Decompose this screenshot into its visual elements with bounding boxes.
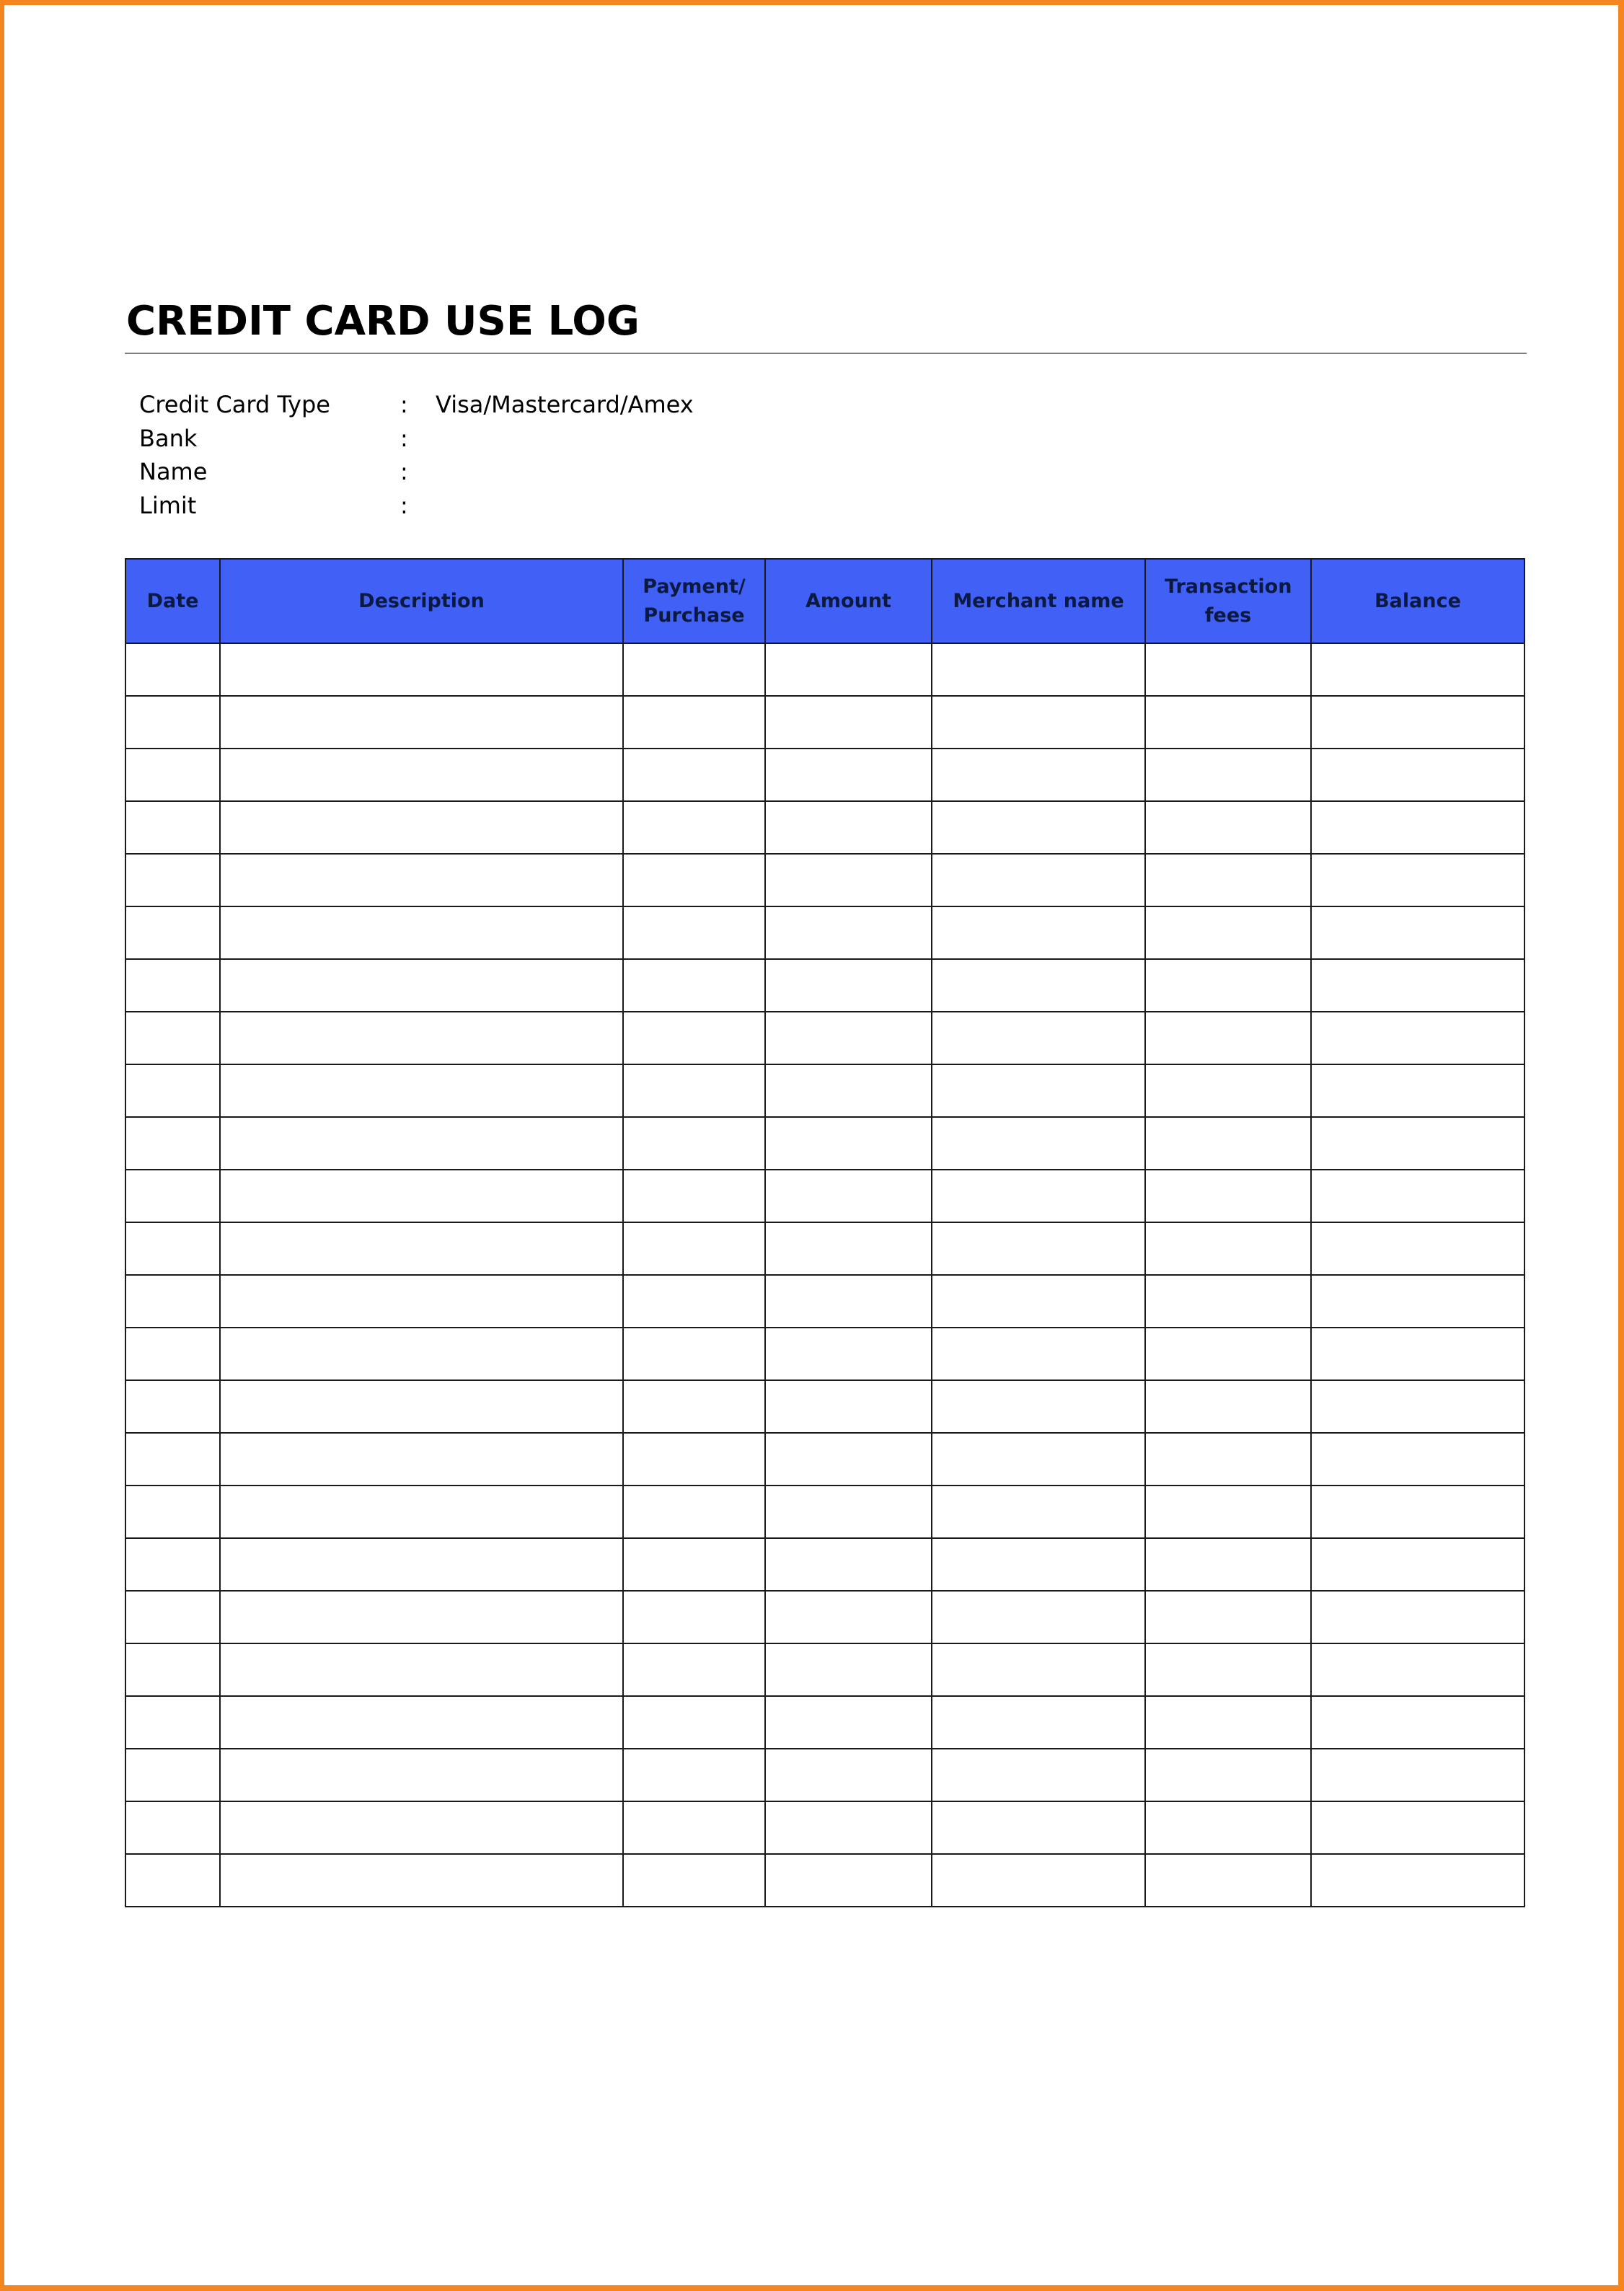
table-cell[interactable]	[1145, 1591, 1311, 1643]
info-row-bank	[139, 422, 788, 456]
table-cell[interactable]	[1145, 1538, 1311, 1591]
table-cell[interactable]	[623, 1275, 765, 1328]
table-cell[interactable]	[623, 1170, 765, 1222]
table-cell[interactable]	[1311, 1275, 1524, 1328]
table-cell[interactable]	[765, 1643, 932, 1696]
table-cell[interactable]	[1145, 1696, 1311, 1749]
table-cell[interactable]	[125, 749, 220, 801]
table-row	[125, 1012, 1524, 1064]
table-row	[125, 1643, 1524, 1696]
table-cell[interactable]	[1311, 749, 1524, 801]
column-header-merchant-name: Merchant name	[932, 559, 1145, 643]
table-cell[interactable]	[765, 959, 932, 1012]
table-cell[interactable]	[1311, 854, 1524, 906]
table-cell[interactable]	[1145, 1801, 1311, 1854]
table-cell[interactable]	[1311, 1170, 1524, 1222]
table-cell[interactable]	[932, 1117, 1145, 1170]
table-header	[125, 559, 1524, 643]
table-cell[interactable]	[932, 1328, 1145, 1380]
table-cell[interactable]	[1145, 643, 1311, 696]
info-row-name	[139, 455, 788, 489]
table-cell[interactable]	[623, 959, 765, 1012]
table-cell[interactable]	[220, 801, 623, 854]
table-cell[interactable]	[125, 1328, 220, 1380]
table-row	[125, 1433, 1524, 1486]
table-cell[interactable]	[125, 1591, 220, 1643]
table-row	[125, 1222, 1524, 1275]
table-cell[interactable]	[765, 854, 932, 906]
table-cell[interactable]	[220, 906, 623, 959]
table-cell[interactable]	[765, 1486, 932, 1538]
table-cell[interactable]	[932, 1854, 1145, 1907]
table-cell[interactable]	[623, 1591, 765, 1643]
table-row	[125, 801, 1524, 854]
table-cell[interactable]	[220, 1643, 623, 1696]
table-cell[interactable]	[1145, 906, 1311, 959]
table-row	[125, 1591, 1524, 1643]
table-cell[interactable]	[623, 1433, 765, 1486]
table-cell[interactable]	[765, 1012, 932, 1064]
table-cell[interactable]	[1311, 1486, 1524, 1538]
table-cell[interactable]	[125, 1801, 220, 1854]
table-cell[interactable]	[1145, 1643, 1311, 1696]
table-cell[interactable]	[932, 906, 1145, 959]
table-cell[interactable]	[623, 696, 765, 749]
table-cell[interactable]	[1311, 1222, 1524, 1275]
table-cell[interactable]	[125, 1064, 220, 1117]
table-cell[interactable]	[765, 1538, 932, 1591]
table-cell[interactable]	[1145, 854, 1311, 906]
credit-card-log-table	[125, 558, 1525, 1907]
table-cell[interactable]	[125, 1538, 220, 1591]
column-header-balance: Balance	[1311, 559, 1524, 643]
table-cell[interactable]	[932, 1486, 1145, 1538]
column-header-transaction-fees: Transaction fees	[1145, 559, 1311, 643]
table-cell[interactable]	[623, 1538, 765, 1591]
table-cell[interactable]	[1145, 801, 1311, 854]
table-cell[interactable]	[1311, 1801, 1524, 1854]
table-cell[interactable]	[932, 1538, 1145, 1591]
table-cell[interactable]	[1311, 959, 1524, 1012]
info-colon: :	[400, 491, 408, 519]
table-cell[interactable]	[125, 643, 220, 696]
table-cell[interactable]	[125, 1117, 220, 1170]
table-cell[interactable]	[125, 801, 220, 854]
table-row	[125, 1538, 1524, 1591]
table-cell[interactable]	[125, 696, 220, 749]
table-row	[125, 643, 1524, 696]
column-header-description: Description	[220, 559, 623, 643]
info-label: Bank	[139, 424, 198, 452]
table-cell[interactable]	[220, 1222, 623, 1275]
table-row	[125, 749, 1524, 801]
table-cell[interactable]	[623, 1012, 765, 1064]
table-cell[interactable]	[220, 854, 623, 906]
table-cell[interactable]	[765, 1380, 932, 1433]
table-cell[interactable]	[1311, 1591, 1524, 1643]
table-cell[interactable]	[220, 1538, 623, 1591]
table-cell[interactable]	[623, 1117, 765, 1170]
table-cell[interactable]	[932, 1801, 1145, 1854]
table-cell[interactable]	[623, 1801, 765, 1854]
table-cell[interactable]	[125, 1749, 220, 1801]
table-row	[125, 1696, 1524, 1749]
info-row-limit	[139, 489, 788, 523]
info-colon: :	[400, 391, 408, 418]
table-cell[interactable]	[1145, 1170, 1311, 1222]
table-cell[interactable]	[1145, 1012, 1311, 1064]
table-cell[interactable]	[220, 643, 623, 696]
table-cell[interactable]	[1145, 1328, 1311, 1380]
table-cell[interactable]	[765, 1749, 932, 1801]
document-title: CREDIT CARD USE LOG	[126, 298, 640, 345]
info-label: Name	[139, 458, 208, 485]
table-cell[interactable]	[125, 1696, 220, 1749]
table-cell[interactable]	[623, 1696, 765, 1749]
table-row	[125, 1380, 1524, 1433]
info-value: Visa/Mastercard/Amex	[436, 391, 694, 418]
table-cell[interactable]	[932, 1170, 1145, 1222]
table-cell[interactable]	[125, 854, 220, 906]
info-colon: :	[400, 424, 408, 452]
table-cell[interactable]	[220, 1854, 623, 1907]
table-cell[interactable]	[1311, 1749, 1524, 1801]
table-cell[interactable]	[1145, 749, 1311, 801]
table-cell[interactable]	[1311, 1696, 1524, 1749]
table-cell[interactable]	[765, 1591, 932, 1643]
table-row	[125, 1749, 1524, 1801]
table-cell[interactable]	[1145, 1380, 1311, 1433]
info-colon: :	[400, 458, 408, 485]
table-cell[interactable]	[1311, 906, 1524, 959]
table-cell[interactable]	[125, 1380, 220, 1433]
table-cell[interactable]	[765, 1433, 932, 1486]
table-cell[interactable]	[765, 1801, 932, 1854]
table-cell[interactable]	[623, 801, 765, 854]
table-cell[interactable]	[220, 1433, 623, 1486]
table-cell[interactable]	[1311, 801, 1524, 854]
table-cell[interactable]	[1311, 1117, 1524, 1170]
table-cell[interactable]	[765, 1696, 932, 1749]
table-row	[125, 959, 1524, 1012]
table-cell[interactable]	[765, 906, 932, 959]
table-cell[interactable]	[765, 696, 932, 749]
table-cell[interactable]	[1145, 1749, 1311, 1801]
table-cell[interactable]	[220, 1696, 623, 1749]
table-cell[interactable]	[125, 959, 220, 1012]
table-cell[interactable]	[220, 1012, 623, 1064]
table-cell[interactable]	[125, 1486, 220, 1538]
table-cell[interactable]	[1311, 1433, 1524, 1486]
table-cell[interactable]	[623, 1328, 765, 1380]
table-cell[interactable]	[125, 1433, 220, 1486]
table-cell[interactable]	[220, 1591, 623, 1643]
table-cell[interactable]	[765, 643, 932, 696]
table-row	[125, 1328, 1524, 1380]
info-row-card-type	[139, 388, 788, 422]
table-row	[125, 906, 1524, 959]
table-cell[interactable]	[1145, 1486, 1311, 1538]
table-cell[interactable]	[1145, 1433, 1311, 1486]
table-cell[interactable]	[623, 1643, 765, 1696]
table-cell[interactable]	[125, 906, 220, 959]
table-cell[interactable]	[220, 1117, 623, 1170]
table-cell[interactable]	[220, 1328, 623, 1380]
table-body	[125, 643, 1524, 1907]
table-cell[interactable]	[220, 1275, 623, 1328]
table-cell[interactable]	[1145, 959, 1311, 1012]
table-cell[interactable]	[220, 1749, 623, 1801]
table-cell[interactable]	[1145, 1222, 1311, 1275]
table-cell[interactable]	[765, 1117, 932, 1170]
table-cell[interactable]	[220, 1801, 623, 1854]
table-cell[interactable]	[932, 801, 1145, 854]
table-row	[125, 1486, 1524, 1538]
card-info-block	[139, 388, 788, 522]
table-cell[interactable]	[220, 749, 623, 801]
table-row	[125, 1170, 1524, 1222]
table-row	[125, 854, 1524, 906]
table-cell[interactable]	[220, 1064, 623, 1117]
table-cell[interactable]	[1311, 1380, 1524, 1433]
column-header-payment-purchase: Payment/ Purchase	[623, 559, 765, 643]
table-cell[interactable]	[125, 1275, 220, 1328]
table-cell[interactable]	[932, 1222, 1145, 1275]
table-cell[interactable]	[623, 1222, 765, 1275]
table-cell[interactable]	[220, 696, 623, 749]
table-cell[interactable]	[932, 696, 1145, 749]
table-cell[interactable]	[932, 1749, 1145, 1801]
table-cell[interactable]	[220, 1170, 623, 1222]
table-cell[interactable]	[1145, 1064, 1311, 1117]
table-cell[interactable]	[932, 959, 1145, 1012]
header-row	[125, 559, 1524, 643]
title-underline	[125, 353, 1527, 354]
table-cell[interactable]	[1145, 1854, 1311, 1907]
table-cell[interactable]	[765, 1222, 932, 1275]
table-cell[interactable]	[623, 1380, 765, 1433]
table-row	[125, 1854, 1524, 1907]
table-cell[interactable]	[932, 1012, 1145, 1064]
table-cell[interactable]	[765, 801, 932, 854]
info-label: Limit	[139, 491, 197, 519]
table-cell[interactable]	[1311, 643, 1524, 696]
table-cell[interactable]	[1311, 1538, 1524, 1591]
table-row	[125, 1064, 1524, 1117]
table-cell[interactable]	[1145, 1275, 1311, 1328]
table-cell[interactable]	[932, 643, 1145, 696]
table-cell[interactable]	[1145, 696, 1311, 749]
table-cell[interactable]	[1311, 696, 1524, 749]
table-cell[interactable]	[125, 1012, 220, 1064]
table-cell[interactable]	[932, 1380, 1145, 1433]
table-cell[interactable]	[765, 1170, 932, 1222]
table-cell[interactable]	[623, 906, 765, 959]
table-cell[interactable]	[932, 1433, 1145, 1486]
table-row	[125, 1275, 1524, 1328]
table-cell[interactable]	[220, 1380, 623, 1433]
table-cell[interactable]	[765, 1064, 932, 1117]
table-cell[interactable]	[623, 643, 765, 696]
table-cell[interactable]	[623, 749, 765, 801]
table-cell[interactable]	[932, 1696, 1145, 1749]
table-cell[interactable]	[125, 1643, 220, 1696]
column-header-date: Date	[125, 559, 220, 643]
table-cell[interactable]	[125, 1222, 220, 1275]
table-cell[interactable]	[220, 959, 623, 1012]
table-row	[125, 1801, 1524, 1854]
table-cell[interactable]	[220, 1486, 623, 1538]
table-cell[interactable]	[932, 854, 1145, 906]
table-cell[interactable]	[125, 1170, 220, 1222]
table-row	[125, 696, 1524, 749]
table-cell[interactable]	[932, 1275, 1145, 1328]
table-cell[interactable]	[1311, 1854, 1524, 1907]
table-cell[interactable]	[623, 1854, 765, 1907]
table-cell[interactable]	[125, 1854, 220, 1907]
table-cell[interactable]	[1311, 1328, 1524, 1380]
table-row	[125, 1117, 1524, 1170]
table-cell[interactable]	[765, 1328, 932, 1380]
column-header-amount: Amount	[765, 559, 932, 643]
table-cell[interactable]	[623, 1749, 765, 1801]
table-cell[interactable]	[765, 1854, 932, 1907]
table-cell[interactable]	[1311, 1643, 1524, 1696]
info-label: Credit Card Type	[139, 391, 330, 418]
table-cell[interactable]	[765, 749, 932, 801]
table-cell[interactable]	[1311, 1012, 1524, 1064]
table-cell[interactable]	[623, 1486, 765, 1538]
table-cell[interactable]	[932, 1643, 1145, 1696]
table-cell[interactable]	[623, 1064, 765, 1117]
table-cell[interactable]	[1145, 1117, 1311, 1170]
table-cell[interactable]	[765, 1275, 932, 1328]
table-cell[interactable]	[932, 1591, 1145, 1643]
table-cell[interactable]	[623, 854, 765, 906]
table-cell[interactable]	[1311, 1064, 1524, 1117]
table-cell[interactable]	[932, 1064, 1145, 1117]
table-cell[interactable]	[932, 749, 1145, 801]
